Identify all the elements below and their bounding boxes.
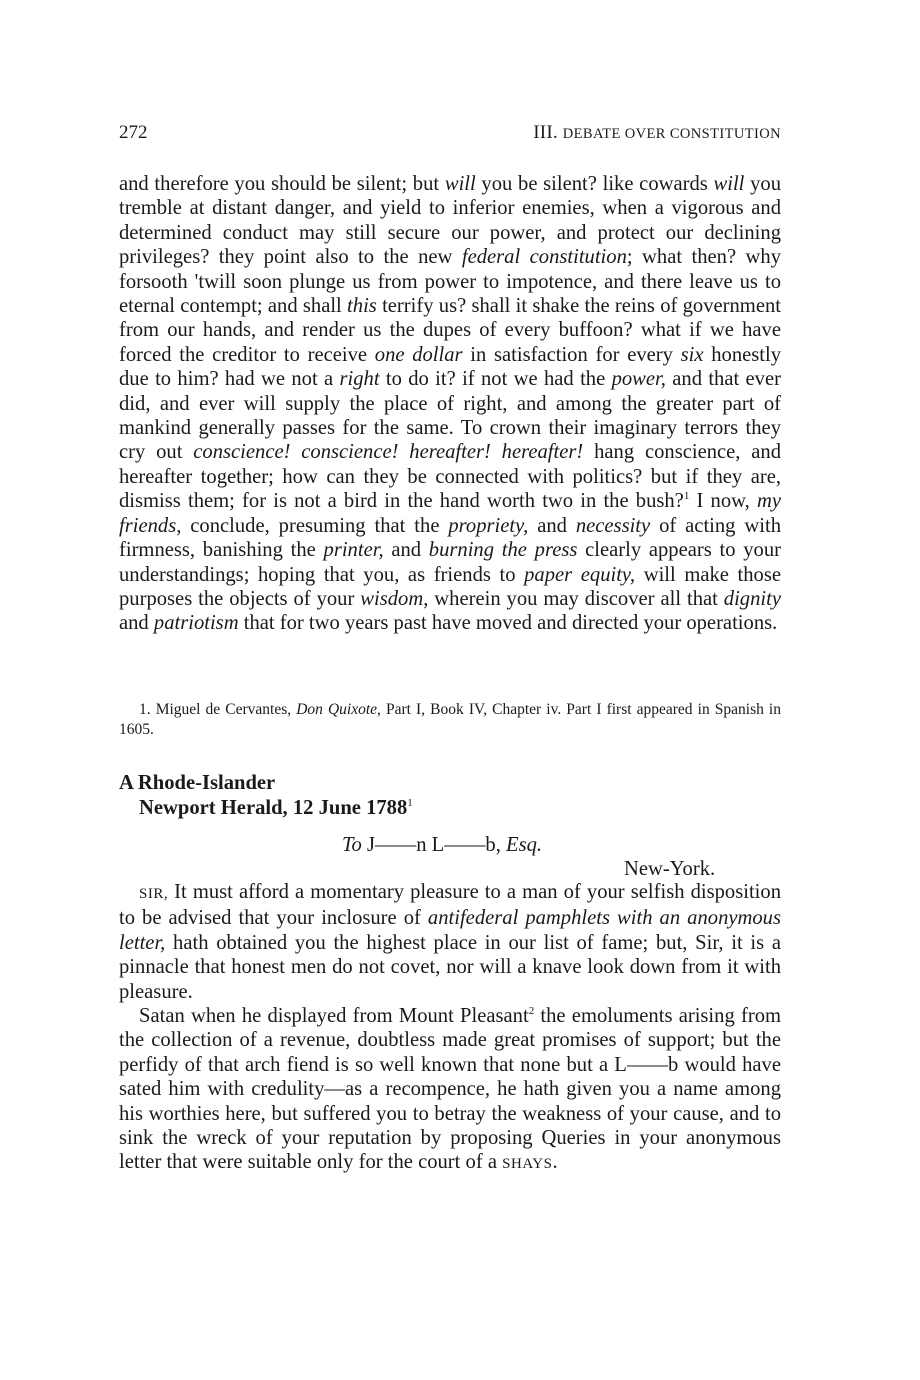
body-text — [119, 172, 781, 636]
footnote-marker: 1 — [407, 797, 413, 810]
footnote-text: 1. Miguel de Cervantes, Don Quixote, Part I, Book IV, Chapter iv. Part I first appeared in Spanish in 1605. — [119, 701, 781, 738]
salutation-place: New-York. — [624, 858, 716, 880]
paragraph: and therefore you should be silent; but will you be silent? like cowards will you tremble at distant danger, and yield to inferior enemies, when a vigorous and determined conduct may still secure our power, and protect our declining privileges? they point also to the new federal constitution; what then? why forsooth 'twill soon plunge us from power to impotence, and there leave us to eternal contempt; and shall this terrify us? shall it shake the reins of government from our hands, and render us the dupes of every buffoon? what if we have forced the creditor to receive one dollar in satisfaction for every six honestly due to him? had we not a right to do it? if not we had the power, and that ever did, and ever will supply the place of right, and among the greater part of mankind generally passes for the same. To crown their imaginary terrors they cry out conscience! conscience! hereafter! hereafter! hang conscience, and hereafter together; how can they be connected with politics? but if they are, dismiss them; for is not a bird in the hand worth two in the bush?$^1$ I now, my friends, conclude, presuming that the propriety, and necessity of acting with firmness, banishing the printer, and burning the press clearly appears to your understandings; hoping that you, as friends to paper equity, will make those purposes the objects of your wisdom, wherein you may discover all that dignity and patriotism that for two years past have moved and directed your operations. — [119, 173, 782, 635]
salutation-address: To J——n L——b, Esq. — [342, 834, 543, 856]
document-source: Newport Herald, 12 June 1788$^1$ — [139, 797, 413, 819]
paragraph: Satan when he displayed from Mount Pleasant$^2$ the emoluments arising from the collection of a revenue, doubtless made great promises of support; but the perfidy of that arch fiend is so well known that none but a L——b would have sated him with credulity—as a recompence, he hath given you a name among his worthies here, but suffered you to betray the weakness of your cause, and to sink the wreck of your reputation by proposing Queries in your anonymous letter that were suitable only for the court of a SHAYS. — [119, 1005, 782, 1174]
paragraph: SIR, It must afford a momentary pleasure to a man of your selfish disposition to be advised that your inclosure of antifederal pamphlets with an anonymous letter, hath obtained you the highest place in our list of fame; but, Sir, it is a pinnacle that honest men do not covet, nor will a knave look down from it with pleasure. — [119, 881, 781, 1003]
page-number: 272 — [119, 122, 148, 143]
running-header — [119, 122, 781, 150]
footnote-marker: 1 — [683, 490, 690, 503]
document-author: A Rhode-Islander — [119, 772, 276, 794]
footnote-marker: 2 — [528, 1005, 535, 1018]
footnote — [119, 700, 781, 740]
section-title: DEBATE OVER CONSTITUTION — [562, 126, 781, 142]
section-roman: III. — [533, 122, 558, 143]
letter-text — [119, 880, 781, 1177]
running-title — [533, 122, 781, 144]
